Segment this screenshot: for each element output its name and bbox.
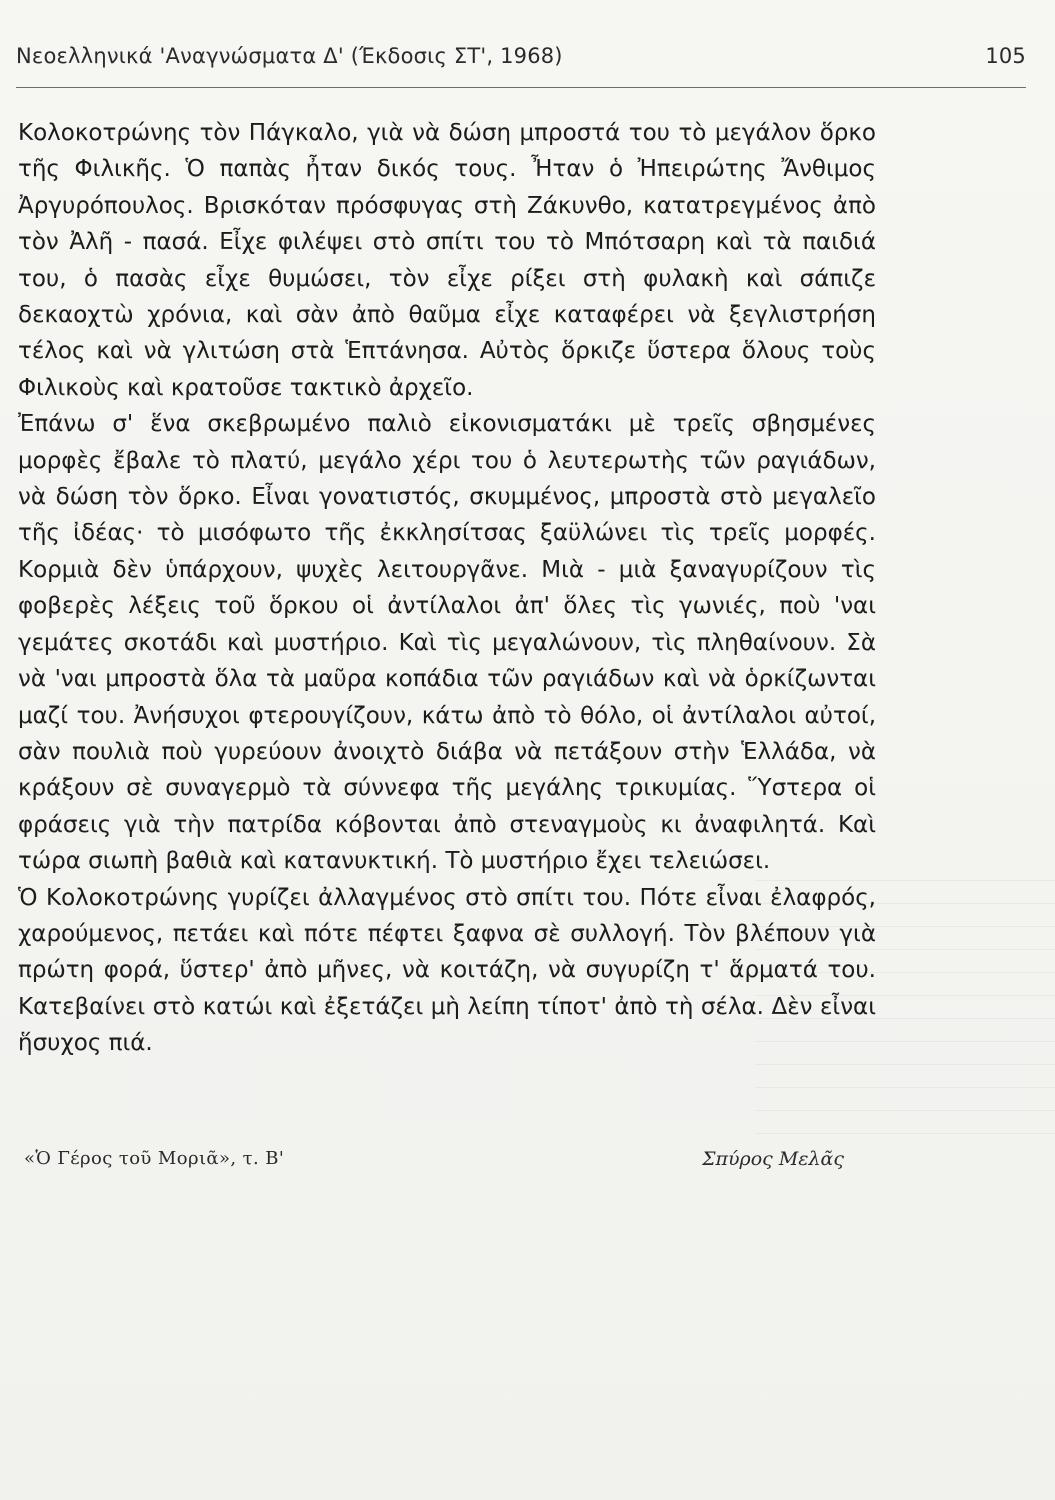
paragraph-1: Κολοκοτρώνης τὸν Πάγκαλο, γιὰ νὰ δώση μπροστά του τὸ μεγάλον ὅρκο τῆς Φιλικῆς. Ὁ παπὰς ἦταν δικός τους. Ἦταν ὁ Ἠπειρώτης Ἄνθιμος Ἀργυρόπουλος. Βρισκόταν πρόσφυγας στὴ Ζάκυνθο, κατατρεγμένος ἀπὸ τὸν Ἀλῆ - πασά. Εἶχε φιλέψει στὸ σπίτι του τὸ Μπότσαρη καὶ τὰ παιδιά του, ὁ πασὰς εἶχε θυμώσει, τὸν εἶχε ρίξει στὴ φυλακὴ καὶ σάπιζε δεκαοχτὼ χρόνια, καὶ σὰν ἀπὸ θαῦμα εἶχε καταφέρει νὰ ξεγλιστρήση τέλος καὶ νὰ γλιτώση στὰ Ἑπτάνησα. Αὐτὸς ὅρκιζε ὕστερα ὅλους τοὺς Φιλικοὺς καὶ κρατοῦσε τακτικὸ ἀρχεῖο.: [18, 120, 876, 401]
page-number: 105: [985, 44, 1026, 68]
main-text: [18, 115, 876, 1062]
running-head: Νεοελληνικά 'Αναγνώσματα Δ' (Έκδοσις ΣΤ', 1968): [16, 44, 563, 68]
source-citation: «Ὁ Γέρος τοῦ Μοριᾶ», τ. Β': [24, 1148, 285, 1169]
header-rule: [16, 87, 1026, 88]
page-header: [16, 44, 1026, 80]
source-footer: [24, 1148, 844, 1180]
paragraph-2: Ἐπάνω σ' ἕνα σκεβρωμένο παλιὸ εἰκονισματάκι μὲ τρεῖς σβησμένες μορφὲς ἔβαλε τὸ πλατύ, μεγάλο χέρι του ὁ λευτερωτὴς τῶν ραγιάδων, νὰ δώση τὸν ὅρκο. Εἶναι γονατιστός, σκυμμένος, μπροστὰ στὸ μεγαλεῖο τῆς ἰδέας· τὸ μισόφωτο τῆς ἐκκλησίτσας ξαϋλώνει τὶς τρεῖς μορφές. Κορμιὰ δὲν ὑπάρχουν, ψυχὲς λειτουργᾶνε. Μιὰ - μιὰ ξαναγυρίζουν τὶς φοβερὲς λέξεις τοῦ ὅρκου οἱ ἀντίλαλοι ἀπ' ὅλες τὶς γωνιές, ποὺ 'ναι γεμάτες σκοτάδι καὶ μυστήριο. Καὶ τὶς μεγαλώνουν, τὶς πληθαίνουν. Σὰ νὰ 'ναι μπροστὰ ὅλα τὰ μαῦρα κοπάδια τῶν ραγιάδων καὶ νὰ ὁρκίζωνται μαζί του. Ἀνήσυχοι φτερουγίζουν, κάτω ἀπὸ τὸ θόλο, οἱ ἀντίλαλοι αὐτοί, σὰν πουλιὰ ποὺ γυρεύουν ἀνοιχτὸ διάβα νὰ πετάξουν στὴν Ἑλλάδα, νὰ κράξουν σὲ συναγερμὸ τὰ σύννεφα τῆς μεγάλης τρικυμίας. Ὕστερα οἱ φράσεις γιὰ τὴν πατρίδα κόβονται ἀπὸ στεναγμοὺς κι ἀναφιλητά. Καὶ τώρα σιωπὴ βαθιὰ καὶ κατανυκτική. Τὸ μυστήριο ἔχει τελειώσει.: [18, 411, 876, 875]
paragraph-3: Ὁ Κολοκοτρώνης γυρίζει ἀλλαγμένος στὸ σπίτι του. Πότε εἶναι ἐλαφρός, χαρούμενος, πετάει καὶ πότε πέφτει ξαφνα σὲ συλλογή. Τὸν βλέπουν γιὰ πρώτη φορά, ὕστερ' ἀπὸ μῆνες, νὰ κοιτάζη, νὰ συγυρίζη τ' ἅρματά του. Κατεβαίνει στὸ κατώι καὶ ἐξετάζει μὴ λείπη τίποτ' ἀπὸ τὴ σέλα. Δὲν εἶναι ἥσυχος πιά.: [18, 884, 876, 1057]
author-name: Σπύρος Μελᾶς: [702, 1148, 844, 1170]
